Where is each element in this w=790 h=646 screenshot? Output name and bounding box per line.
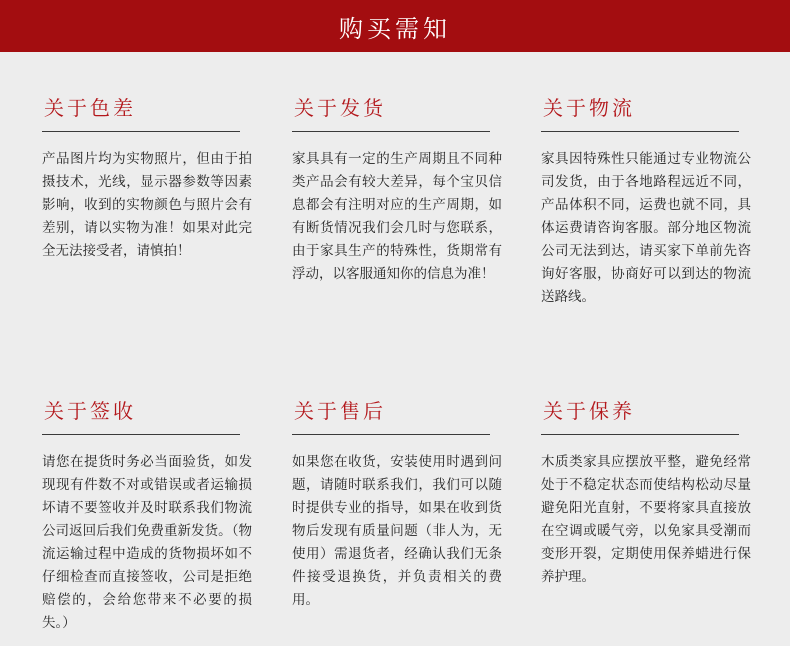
page-title: 购买需知 xyxy=(339,14,451,43)
section-title: 关于签收 xyxy=(44,399,136,423)
section-body: 产品图片均为实物照片，但由于拍摄技术，光线，显示器参数等因素影响，收到的实物颜色与照片会有差别，请以实物为准！如果对此完全无法接受者，请慎拍！ xyxy=(42,151,252,259)
divider xyxy=(292,434,490,435)
divider xyxy=(541,131,739,132)
section-maintenance xyxy=(541,398,751,589)
divider xyxy=(292,131,490,132)
section-receipt xyxy=(42,398,252,635)
header-banner xyxy=(0,0,790,52)
section-body: 木质类家具应摆放平整，避免经常处于不稳定状态而使结构松动尽量避免阳光直射，不要将家具直接放在空调或暖气旁，以免家具受潮而变形开裂，定期使用保养蜡进行保养护理。 xyxy=(541,454,751,585)
section-after-sales xyxy=(292,398,502,612)
section-title: 关于售后 xyxy=(294,399,386,423)
divider xyxy=(42,131,240,132)
section-logistics xyxy=(541,95,751,309)
section-title: 关于保养 xyxy=(543,399,635,423)
section-title: 关于色差 xyxy=(44,96,136,120)
section-body: 家具因特殊性只能通过专业物流公司发货，由于各地路程远近不同，产品体积不同，运费也就不同，具体运费请咨询客服。部分地区物流公司无法到达，请买家下单前先咨询好客服，协商好可以到达的物流送路线。 xyxy=(541,151,751,305)
section-color-difference xyxy=(42,95,252,263)
section-body: 请您在提货时务必当面验货，如发现现有件数不对或错误或者运输损坏请不要签收并及时联系我们物流公司返回后我们免费重新发货。（物流运输过程中造成的货物损坏如不仔细检查而直接签收，公司是拒绝赔偿的，会给您带来不必要的损失。） xyxy=(42,454,252,631)
section-title: 关于物流 xyxy=(543,96,635,120)
section-shipping xyxy=(292,95,502,286)
section-body: 家具具有一定的生产周期且不同种类产品会有较大差异，每个宝贝信息都会有注明对应的生产周期，如有断货情况我们会几时与您联系，由于家具生产的特殊性，货期常有浮动，以客服通知你的信息为准！ xyxy=(292,151,502,282)
section-body: 如果您在收货，安装使用时遇到问题，请随时联系我们，我们可以随时提供专业的指导，如果在收到货物后发现有质量问题（非人为，无使用）需退货者，经确认我们无条件接受退换货，并负责相关的费用。 xyxy=(292,454,502,608)
divider xyxy=(541,434,739,435)
section-title: 关于发货 xyxy=(294,96,386,120)
divider xyxy=(42,434,240,435)
